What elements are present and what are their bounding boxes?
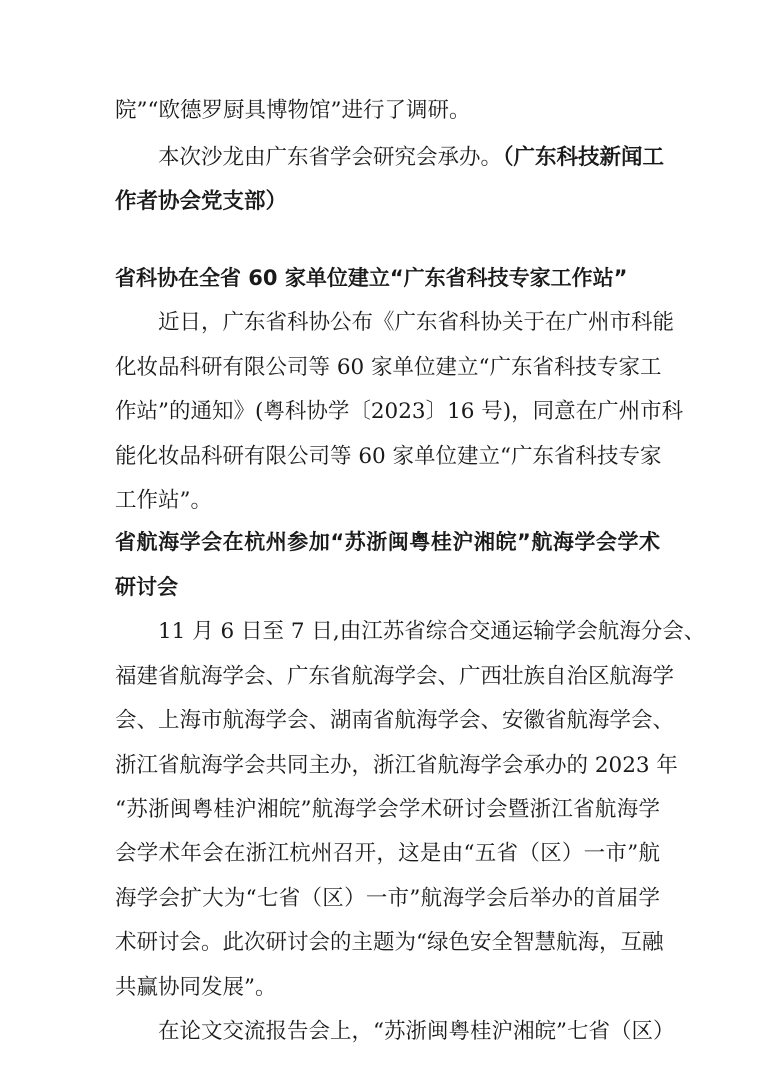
- body-line: 工作站”。: [115, 488, 212, 513]
- body-line: 会、上海市航海学会、湖南省航海学会、安徽省航海学会、: [115, 708, 675, 733]
- body-line: “苏浙闽粤桂沪湘皖”航海学会学术研讨会暨浙江省航海学: [115, 797, 660, 822]
- body-line: 化妆品科研有限公司等 60 家单位建立“广东省科技专家工: [115, 355, 662, 380]
- byline: （广东科技新闻工: [492, 145, 665, 170]
- body-line: 作站”的通知》(粤科协学〔2023〕16 号)，同意在广州市科: [115, 399, 684, 424]
- article-title: 省航海学会在杭州参加“苏浙闽粤桂沪湘皖”航海学会学术: [115, 530, 660, 554]
- body-line: 术研讨会。此次研讨会的主题为“绿色安全智慧航海，互融: [115, 930, 664, 955]
- article-title: 研讨会: [115, 575, 178, 599]
- article-title: 省科协在全省 60 家单位建立“广东省科技专家工作站”: [115, 266, 628, 290]
- body-line: 海学会扩大为“七省（区）一市”航海学会后举办的首届学: [115, 886, 660, 911]
- body-line: 院”“欧德罗厨具博物馆”进行了调研。: [115, 98, 471, 123]
- body-line: 能化妆品科研有限公司等 60 家单位建立“广东省科技专家: [115, 444, 662, 469]
- body-line: 11 月 6 日至 7 日,由江苏省综合交通运输学会航海分会、: [158, 619, 706, 644]
- byline: 作者协会党支部）: [115, 189, 288, 214]
- body-line: 会学术年会在浙江杭州召开，这是由“五省（区）一市”航: [115, 841, 660, 866]
- body-line: 共赢协同发展”。: [115, 975, 277, 1000]
- body-line: 福建省航海学会、广东省航海学会、广西壮族自治区航海学: [115, 664, 675, 689]
- body-line: 近日，广东省科协公布《广东省科协关于在广州市科能: [158, 310, 675, 335]
- body-line: 本次沙龙由广东省学会研究会承办。: [158, 145, 503, 170]
- body-line: 在论文交流报告会上，“苏浙闽粤桂沪湘皖”七省（区）: [158, 1019, 675, 1044]
- body-line: 浙江省航海学会共同主办，浙江省航海学会承办的 2023 年: [115, 753, 678, 778]
